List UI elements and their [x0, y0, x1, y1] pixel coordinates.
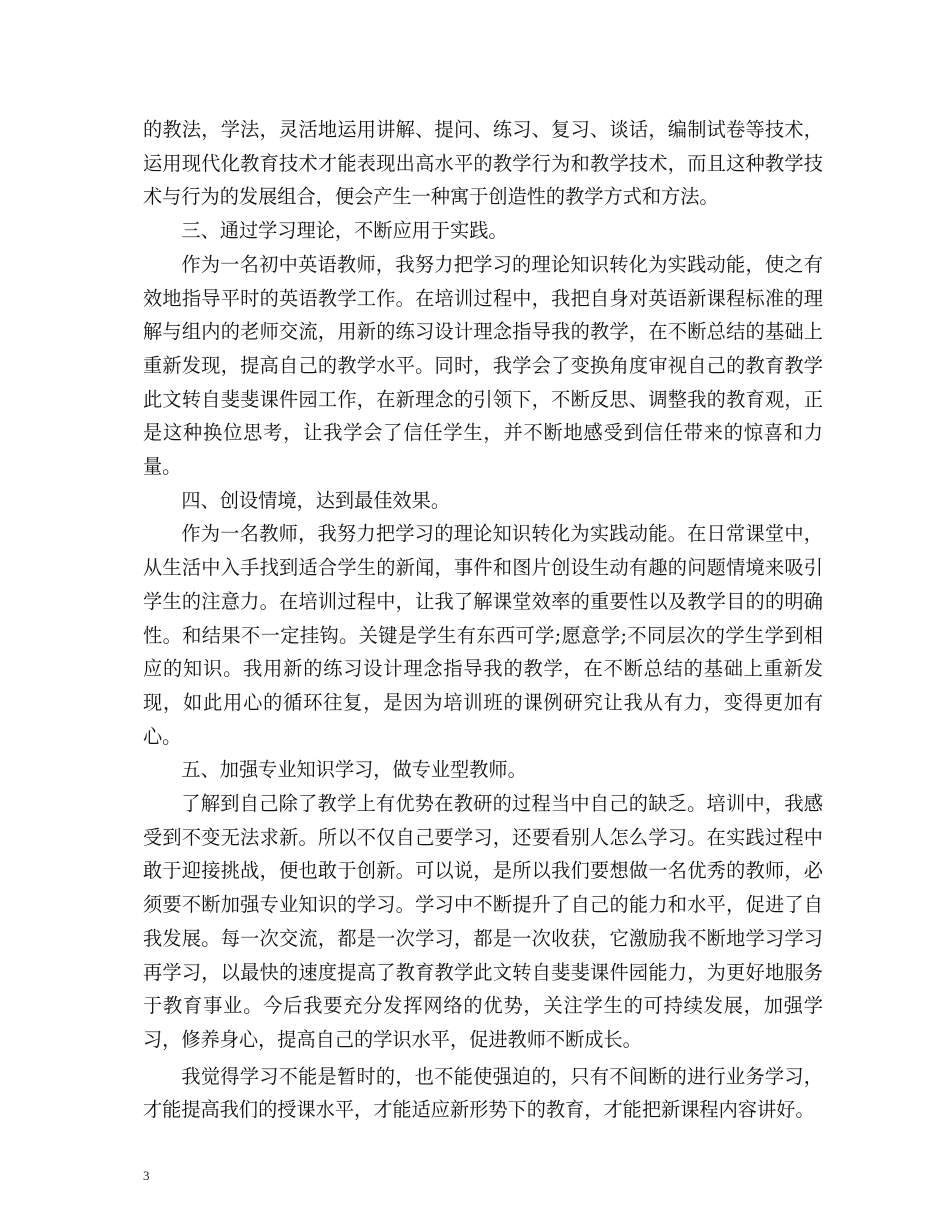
page-number: 3 [143, 1168, 150, 1183]
paragraph-5: 作为一名教师，我努力把学习的理论知识转化为实践动能。在日常课堂中，从生活中入手找到适合学生的新闻，事件和图片创设生动有趣的问题情境来吸引学生的注意力。在培训过程中，让我了解课堂效率的重要性以及教学目的的明确性。和结果不一定挂钩。关键是学生有东西可学;愿意学;不同层次的学生学到相应的知识。我用新的练习设计理念指导我的教学，在不断总结的基础上重新发现，如此用心的循环往复，是因为培训班的课例研究让我从有力，变得更加有心。 [143, 522, 823, 748]
section-heading-5: 五、加强专业知识学习，做专业型教师。 [181, 758, 527, 782]
section-heading-3: 三、通过学习理论，不断应用于实践。 [181, 219, 508, 243]
section-heading-4: 四、创设情境，达到最佳效果。 [181, 488, 451, 512]
paragraph-8: 我觉得学习不能是暂时的，也不能使强迫的，只有不间断的进行业务学习，才能提高我们的授课水平，才能适应新形势下的教育，才能把新课程内容讲好。 [143, 1064, 823, 1122]
paragraph-1: 的教法，学法，灵活地运用讲解、提问、练习、复习、谈话，编制试卷等技术，运用现代化教育技术才能表现出高水平的教学行为和教学技术，而且这种教学技术与行为的发展组合，便会产生一种寓于创造性的教学方式和方法。 [143, 118, 823, 209]
paragraph-3: 作为一名初中英语教师，我努力把学习的理论知识转化为实践动能，使之有效地指导平时的英语教学工作。在培训过程中，我把自身对英语新课程标准的理解与组内的老师交流，用新的练习设计理念指导我的教学，在不断总结的基础上重新发现，提高自己的教学水平。同时，我学会了变换角度审视自己的教育教学此文转自斐斐课件园工作，在新理念的引领下，不断反思、调整我的教育观，正是这种换位思考，让我学会了信任学生，并不断地感受到信任带来的惊喜和力量。 [143, 252, 823, 479]
document-body [143, 113, 823, 1127]
paragraph-7: 了解到自己除了教学上有优势在教研的过程当中自己的缺乏。培训中，我感受到不变无法求新。所以不仅自己要学习，还要看别人怎么学习。在实践过程中敢于迎接挑战，便也敢于创新。可以说，是所以我们要想做一名优秀的教师，必须要不断加强专业知识的学习。学习中不断提升了自己的能力和水平，促进了自我发展。每一次交流，都是一次学习，都是一次收获，它激励我不断地学习学习再学习，以最快的速度提高了教育教学此文转自斐斐课件园能力，为更好地服务于教育事业。今后我要充分发挥网络的优势，关注学生的可持续发展，加强学习，修养身心，提高自己的学识水平，促进教师不断成长。 [143, 792, 823, 1051]
